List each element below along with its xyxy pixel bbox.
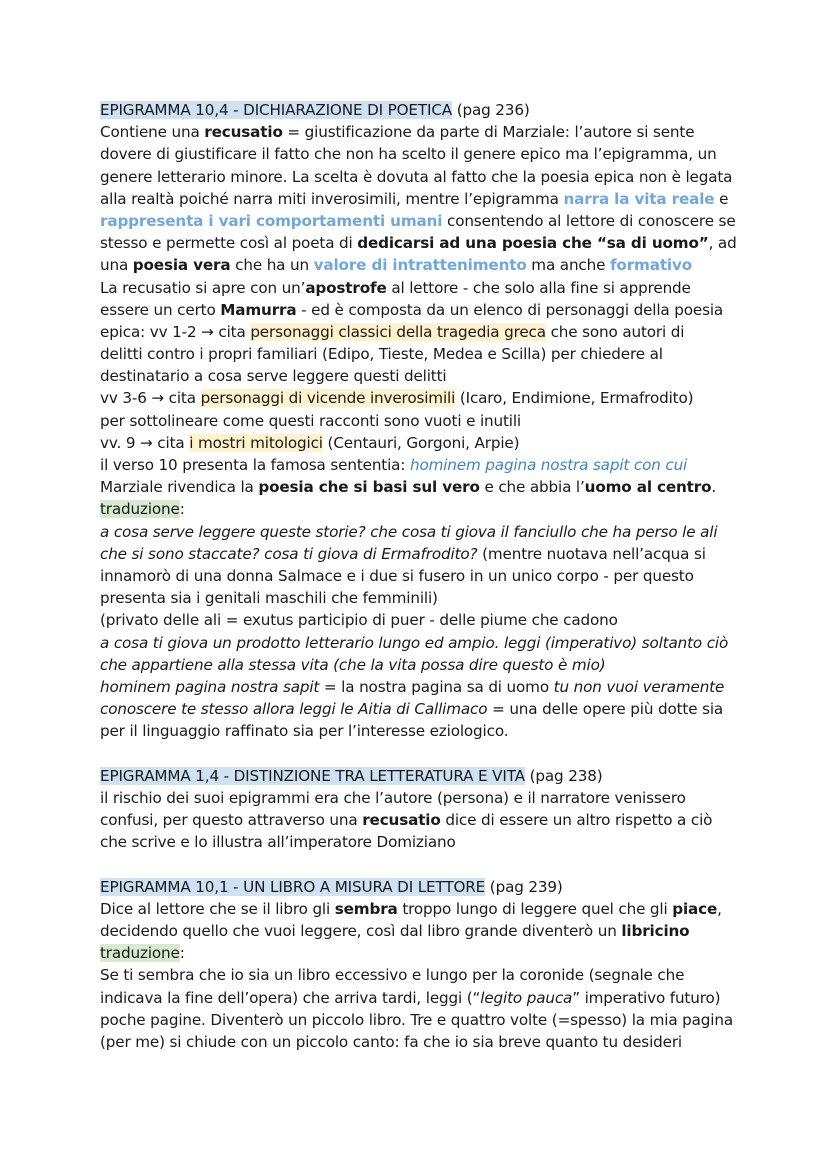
text-run: epica: vv 1-2 → cita [100,322,251,341]
text-run: Se ti sembra che io sia un libro eccessivo e lungo per la coronide (segnale che [100,966,685,985]
text-run: che ha un [230,256,314,275]
text-run: = una delle opere più dotte sia [487,700,724,719]
section-body [100,898,740,1053]
text-run: decidendo quello che vuoi leggere, così dal libro grande diventerò un [100,921,622,940]
page-reference: (pag 239) [485,877,563,896]
text-line [100,587,740,609]
italic-text: legito pauca [480,988,573,1007]
page-reference: (pag 238) [524,766,603,785]
bold-text: piace [672,899,718,918]
italic-text: che si sono staccate? cosa ti giova di Ermafrodito? [100,544,478,563]
text-line [100,498,740,520]
text-line [100,1031,740,1053]
bold-text: poesia vera [132,256,231,275]
text-run: ” imperativo futuro) [572,988,721,1007]
section-epigramma-10-4 [100,99,740,742]
section-epigramma-1-4 [100,765,740,854]
text-line [100,698,740,720]
text-run: - ed è composta da un elenco di personaggi della poesia [296,300,724,319]
text-line [100,632,740,654]
text-line [100,321,740,343]
text-run: genere letterario minore. La scelta è dovuta al fatto che la poesia epica non è legata [100,167,733,186]
bold-text: apostrofe [305,278,387,297]
bold-text: Mamurra [220,300,297,319]
bold-text: uomo al centro [584,478,712,497]
italic-text: tu non vuoi veramente [553,677,725,696]
text-run: vv. 9 → cita [100,433,190,452]
text-run: innamorò di una donna Salmace e i due si fusero in un unico corpo - per questo [100,566,694,585]
text-line [100,521,740,543]
text-line [100,188,740,210]
text-line [100,987,740,1009]
text-run: , ad [708,234,737,253]
text-line [100,543,740,565]
italic-text: che appartiene alla stessa vita (che la vita possa dire questo è mio) [100,655,606,674]
text-line [100,476,740,498]
text-line [100,676,740,698]
text-run: dovere di giustificare il fatto che non ha scelto il genere epico ma l’epigramma, un [100,145,717,164]
blue-italic-text: hominem pagina nostra sapit con cui [409,456,688,474]
heading-title: EPIGRAMMA 10,4 - DICHIARAZIONE DI POETICA [100,101,453,119]
text-line [100,299,740,321]
section-heading [100,876,740,898]
text-line [100,432,740,454]
text-run: e [714,189,729,208]
text-line [100,210,740,232]
text-line [100,654,740,676]
page-reference: (pag 236) [452,101,530,119]
text-run: alla realtà poiché narra miti inverosimili, mentre l’epigramma [100,189,564,208]
italic-text: conoscere te stesso allora leggi le Aitia di Callimaco [100,700,488,719]
text-run: : [179,500,185,519]
text-run: La recusatio si apre con un’ [100,278,306,297]
text-run: Dice al lettore che se il libro gli [100,899,335,918]
text-run: che sono autori di [545,322,685,341]
text-run: ma anche [526,256,610,275]
text-run: Contiene una [100,123,205,142]
text-run: il verso 10 presenta la famosa sententia: [100,456,410,474]
blue-emphasis: formativo [609,256,693,275]
text-line [100,254,740,276]
text-line [100,1009,740,1031]
bold-text: sembra [334,899,398,918]
text-run: al lettore - che solo alla fine si apprende [386,278,691,297]
text-run: una [100,256,133,275]
text-run: essere un certo [100,300,221,319]
text-line [100,898,740,920]
text-line [100,831,740,853]
italic-text: a cosa serve leggere queste storie? che cosa ti giova il fanciullo che ha perso le ali [100,522,718,541]
text-run: : [179,944,185,963]
text-line [100,787,740,809]
text-line [100,964,740,986]
text-run: vv 3-6 → cita [100,389,201,408]
text-run: per il linguaggio raffinato sia per l’interesse eziologico. [100,722,509,741]
heading-title: EPIGRAMMA 10,1 - UN LIBRO A MISURA DI LETTORE [100,877,486,896]
text-run: presenta sia i genitali maschili che femminili) [100,589,438,608]
section-body [100,787,740,854]
text-run: (Icaro, Endimione, Ermafrodito) [455,389,694,408]
text-line [100,387,740,409]
text-run: , [717,899,722,918]
text-line [100,609,740,631]
text-run: (privato delle ali = exutus participio di puer - delle piume che cadono [100,611,618,630]
text-line [100,277,740,299]
text-line [100,565,740,587]
bold-text: poesia che si basi sul vero [258,478,480,497]
text-run: destinatario a cosa serve leggere questi delitti [100,367,447,386]
text-run: poche pagine. Diventerò un piccolo libro. Tre e quattro volte (=spesso) la mia pagina [100,1010,733,1029]
text-line [100,166,740,188]
text-line [100,454,740,476]
text-line [100,920,740,942]
blue-emphasis: valore di intrattenimento [313,256,527,275]
text-run: stesso e permette così al poeta di [100,234,358,253]
yellow-highlight: personaggi classici della tragedia greca [250,322,546,341]
text-run: consentendo al lettore di conoscere se [442,211,736,230]
text-run: e che abbia l’ [479,478,585,497]
bold-text: libricino [621,921,690,940]
text-run: = giustificazione da parte di Marziale: l’autore si sente [282,123,695,142]
text-run: dice di essere un altro rispetto a ciò [440,811,713,829]
bold-text: dedicarsi ad una poesia che “sa di uomo” [357,234,709,253]
text-run: per sottolineare come questi racconti sono vuoti e inutili [100,411,521,430]
heading-title: EPIGRAMMA 1,4 - DISTINZIONE TRA LETTERATURA E VITA [100,766,525,785]
text-line [100,232,740,254]
text-run: troppo lungo di leggere quel che gli [397,899,673,918]
blue-emphasis: narra la vita reale [563,189,715,208]
text-run: . [711,478,717,497]
text-line [100,720,740,742]
text-line [100,942,740,964]
section-heading [100,765,740,787]
text-run: che scrive e lo illustra all’imperatore Domiziano [100,833,456,852]
document-page [100,99,740,1053]
yellow-highlight: i mostri mitologici [189,433,323,452]
bold-text: recusatio [362,811,441,829]
text-line [100,809,740,831]
section-body [100,121,740,742]
text-line [100,121,740,143]
green-highlight: traduzione [100,500,180,519]
green-highlight: traduzione [100,944,180,963]
text-run: (Centauri, Gorgoni, Arpie) [322,433,520,452]
text-run: il rischio dei suoi epigrammi era che l’autore (persona) e il narratore venissero [100,788,686,807]
text-line [100,343,740,365]
section-epigramma-10-1 [100,876,740,1054]
text-line [100,365,740,387]
blue-emphasis: rappresenta i vari comportamenti umani [100,211,443,230]
italic-text: a cosa ti giova un prodotto letterario lungo ed ampio. leggi (imperativo) soltanto ciò [100,633,729,652]
yellow-highlight: personaggi di vicende inverosimili [200,389,456,408]
text-run: (mentre nuotava nell’acqua si [477,544,706,563]
text-run: (per me) si chiude con un piccolo canto: fa che io sia breve quanto tu desideri [100,1032,682,1051]
text-line [100,143,740,165]
text-run: delitti contro i propri familiari (Edipo, Tieste, Medea e Scilla) per chiedere al [100,345,663,364]
bold-text: recusatio [204,123,283,142]
section-heading [100,99,740,121]
text-line [100,410,740,432]
text-run: confusi, per questo attraverso una [100,811,363,829]
italic-text: hominem pagina nostra sapit [100,677,320,696]
text-run: = la nostra pagina sa di uomo [319,677,554,696]
text-run: Marziale rivendica la [100,478,259,497]
text-run: indicava la fine dell’opera) che arriva tardi, leggi (“ [100,988,481,1007]
